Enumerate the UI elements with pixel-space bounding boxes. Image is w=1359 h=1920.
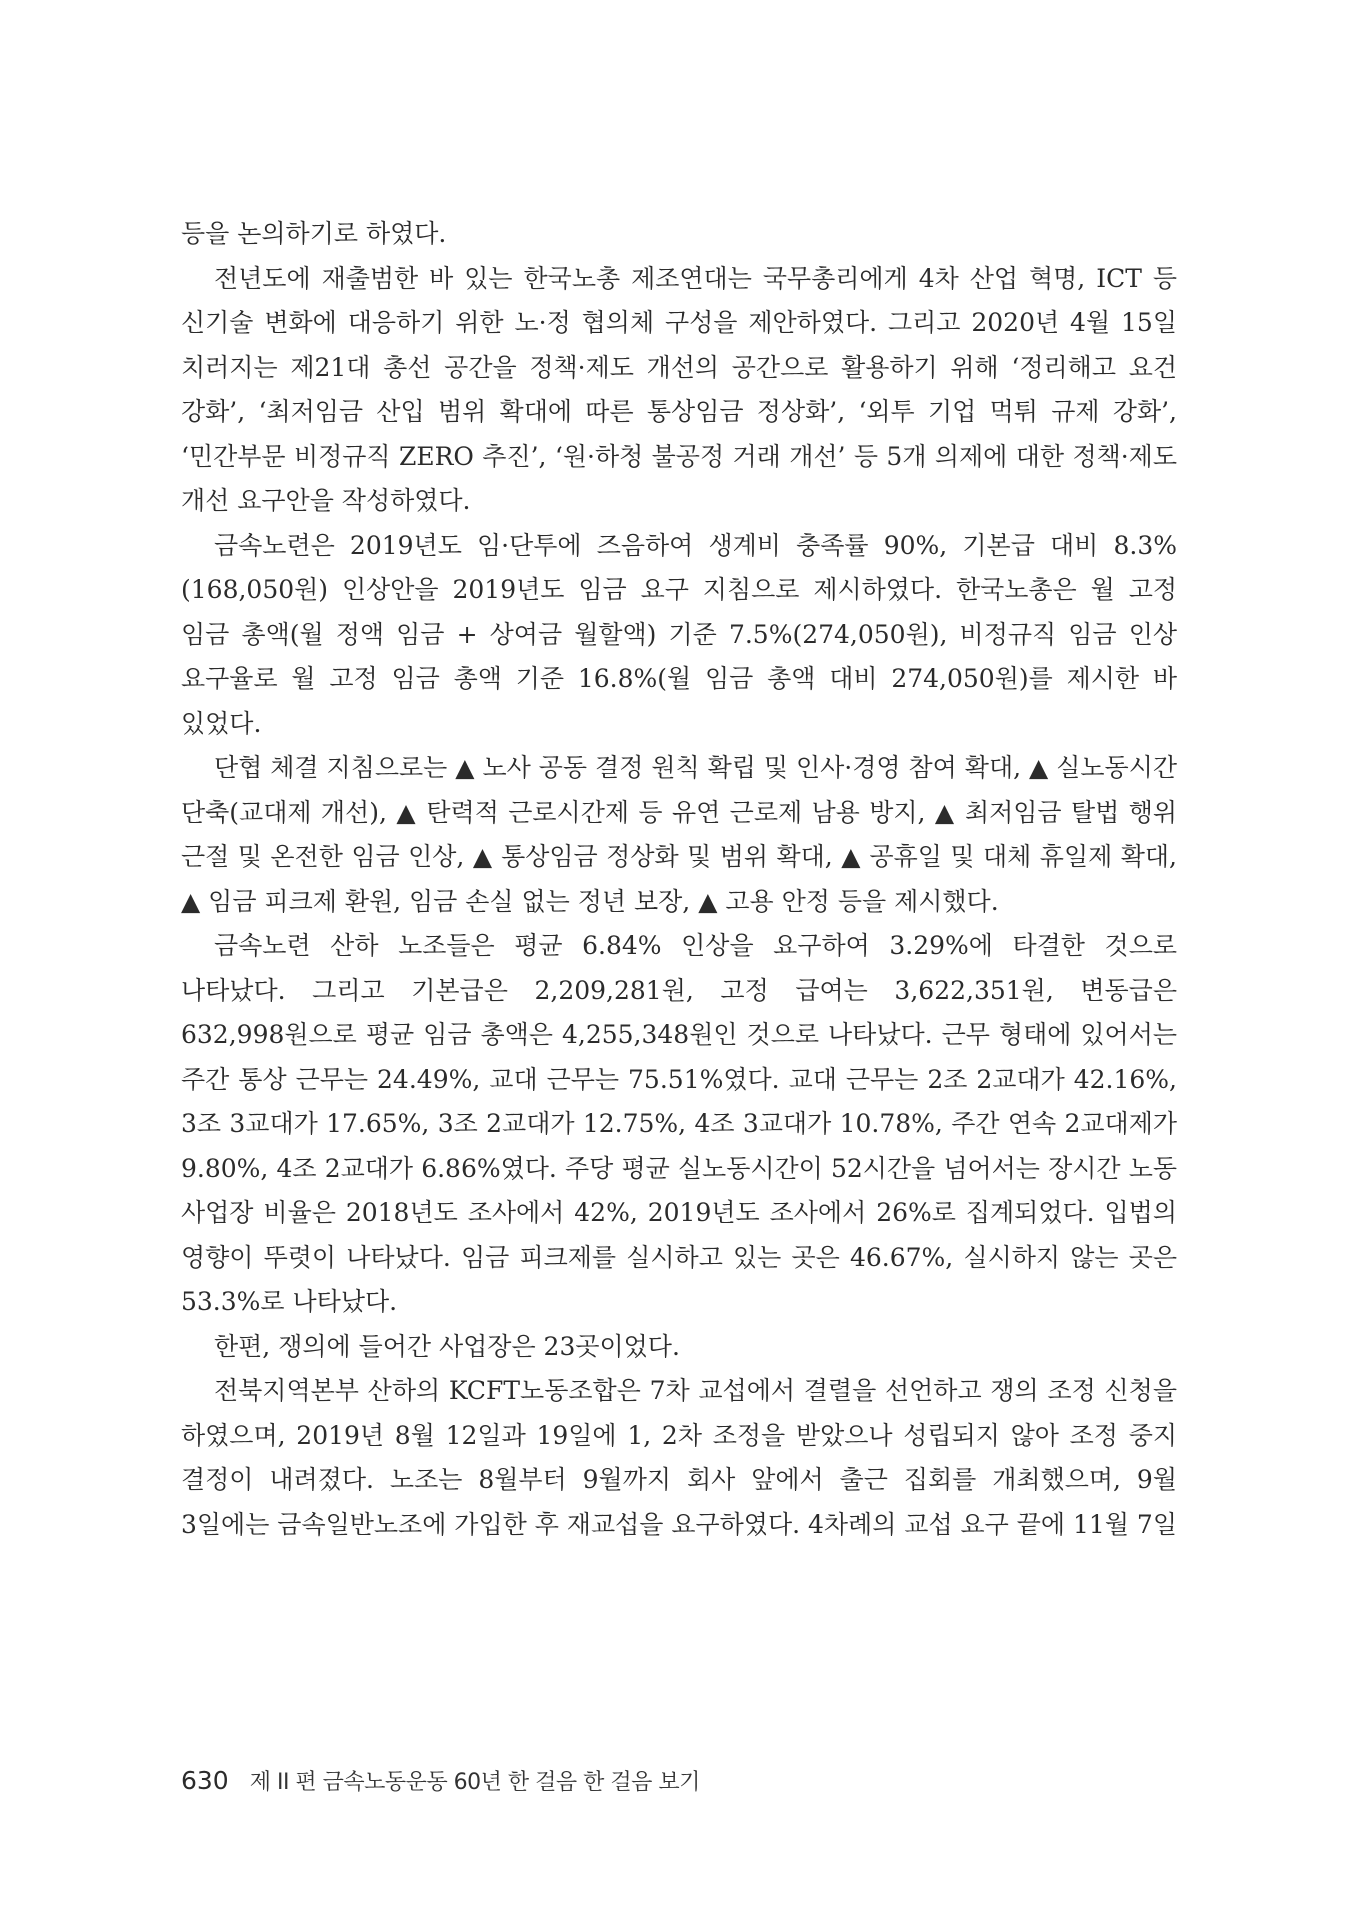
- paragraph-dispute-count: 한편, 쟁의에 들어간 사업장은 23곳이었다.: [214, 1331, 680, 1361]
- paragraph-hankook-nochong-manufacturing: 전년도에 재출범한 바 있는 한국노총 제조연대는 국무총리에게 4차 산업 혁명, ICT 등 신기술 변화에 대응하기 위한 노·정 협의체 구성을 제안하였다. 그리고 2020년 4월 15일 치러지는 제21대 총선 공간을 정책·제도 개선의 공간으로 활용하기 위해 ‘정리해고 요건 강화’, ‘최저임금 산입 범위 확대에 따른 통상임금 정상화’, ‘외투 기업 먹튀 규제 강화’, ‘민간부문 비정규직 ZERO 추진’, ‘원·하청 불공정 거래 개선’ 등 5개 의제에 대한 정책·제도 개선 요구안을 작성하였다.: [181, 263, 1177, 515]
- paragraph-wage-demand-guideline: 금속노련은 2019년도 임·단투에 즈음하여 생계비 충족률 90%, 기본급 대비 8.3%(168,050원) 인상안을 2019년도 임금 요구 지침으로 제시하였다. 한국노총은 월 고정 임금 총액(월 정액 임금 + 상여금 월할액) 기준 7.5%(274,050원), 비정규직 임금 인상 요구율로 월 고정 임금 총액 기준 16.8%(월 임금 총액 대비 274,050원)를 제시한 바 있었다.: [181, 530, 1177, 738]
- body-text: [181, 212, 1177, 1547]
- page-footer: [181, 1766, 700, 1798]
- paragraph-continuation: 등을 논의하기로 하였다.: [181, 219, 447, 248]
- paragraph-wage-settlement-statistics: 금속노련 산하 노조들은 평균 6.84% 인상을 요구하여 3.29%에 타결한 것으로 나타났다. 그리고 기본급은 2,209,281원, 고정 급여는 3,622,351원, 변동급은 632,998원으로 평균 임금 총액은 4,255,348원인 것으로 나타났다. 근무 형태에 있어서는 주간 통상 근무는 24.49%, 교대 근무는 75.51%였다. 교대 근무는 2조 2교대가 42.16%, 3조 3교대가 17.65%, 3조 2교대가 12.75%, 4조 3교대가 10.78%, 주간 연속 2교대제가 9.80%, 4조 2교대가 6.86%였다. 주당 평균 실노동시간이 52시간을 넘어서는 장시간 노동 사업장 비율은 2018년도 조사에서 42%, 2019년도 조사에서 26%로 집계되었다. 입법의 영향이 뚜렷이 나타났다. 임금 피크제를 실시하고 있는 곳은 46.67%, 실시하지 않는 곳은 53.3%로 나타났다.: [181, 931, 1177, 1316]
- paragraph-kcft-union: 전북지역본부 산하의 KCFT노동조합은 7차 교섭에서 결렬을 선언하고 쟁의 조정 신청을 하였으며, 2019년 8월 12일과 19일에 1, 2차 조정을 받았으나 성립되지 않아 조정 중지 결정이 내려졌다. 노조는 8월부터 9월까지 회사 앞에서 출근 집회를 개최했으며, 9월 3일에는 금속일반노조에 가입한 후 재교섭을 요구하였다. 4차례의 교섭 요구 끝에 11월 7일: [181, 1376, 1177, 1539]
- paragraph-collective-agreement-guideline: 단협 체결 지침으로는 ▲ 노사 공동 결정 원칙 확립 및 인사·경영 참여 확대, ▲ 실노동시간 단축(교대제 개선), ▲ 탄력적 근로시간제 등 유연 근로제 남용 방지, ▲ 최저임금 탈법 행위 근절 및 온전한 임금 인상, ▲ 통상임금 정상화 및 범위 확대, ▲ 공휴일 및 대체 휴일제 확대, ▲ 임금 피크제 환원, 임금 손실 없는 정년 보장, ▲ 고용 안정 등을 제시했다.: [181, 753, 1177, 916]
- running-head: 제 II 편 금속노동운동 60년 한 걸음 한 걸음 보기: [249, 1770, 700, 1795]
- page-number: 630: [181, 1766, 229, 1795]
